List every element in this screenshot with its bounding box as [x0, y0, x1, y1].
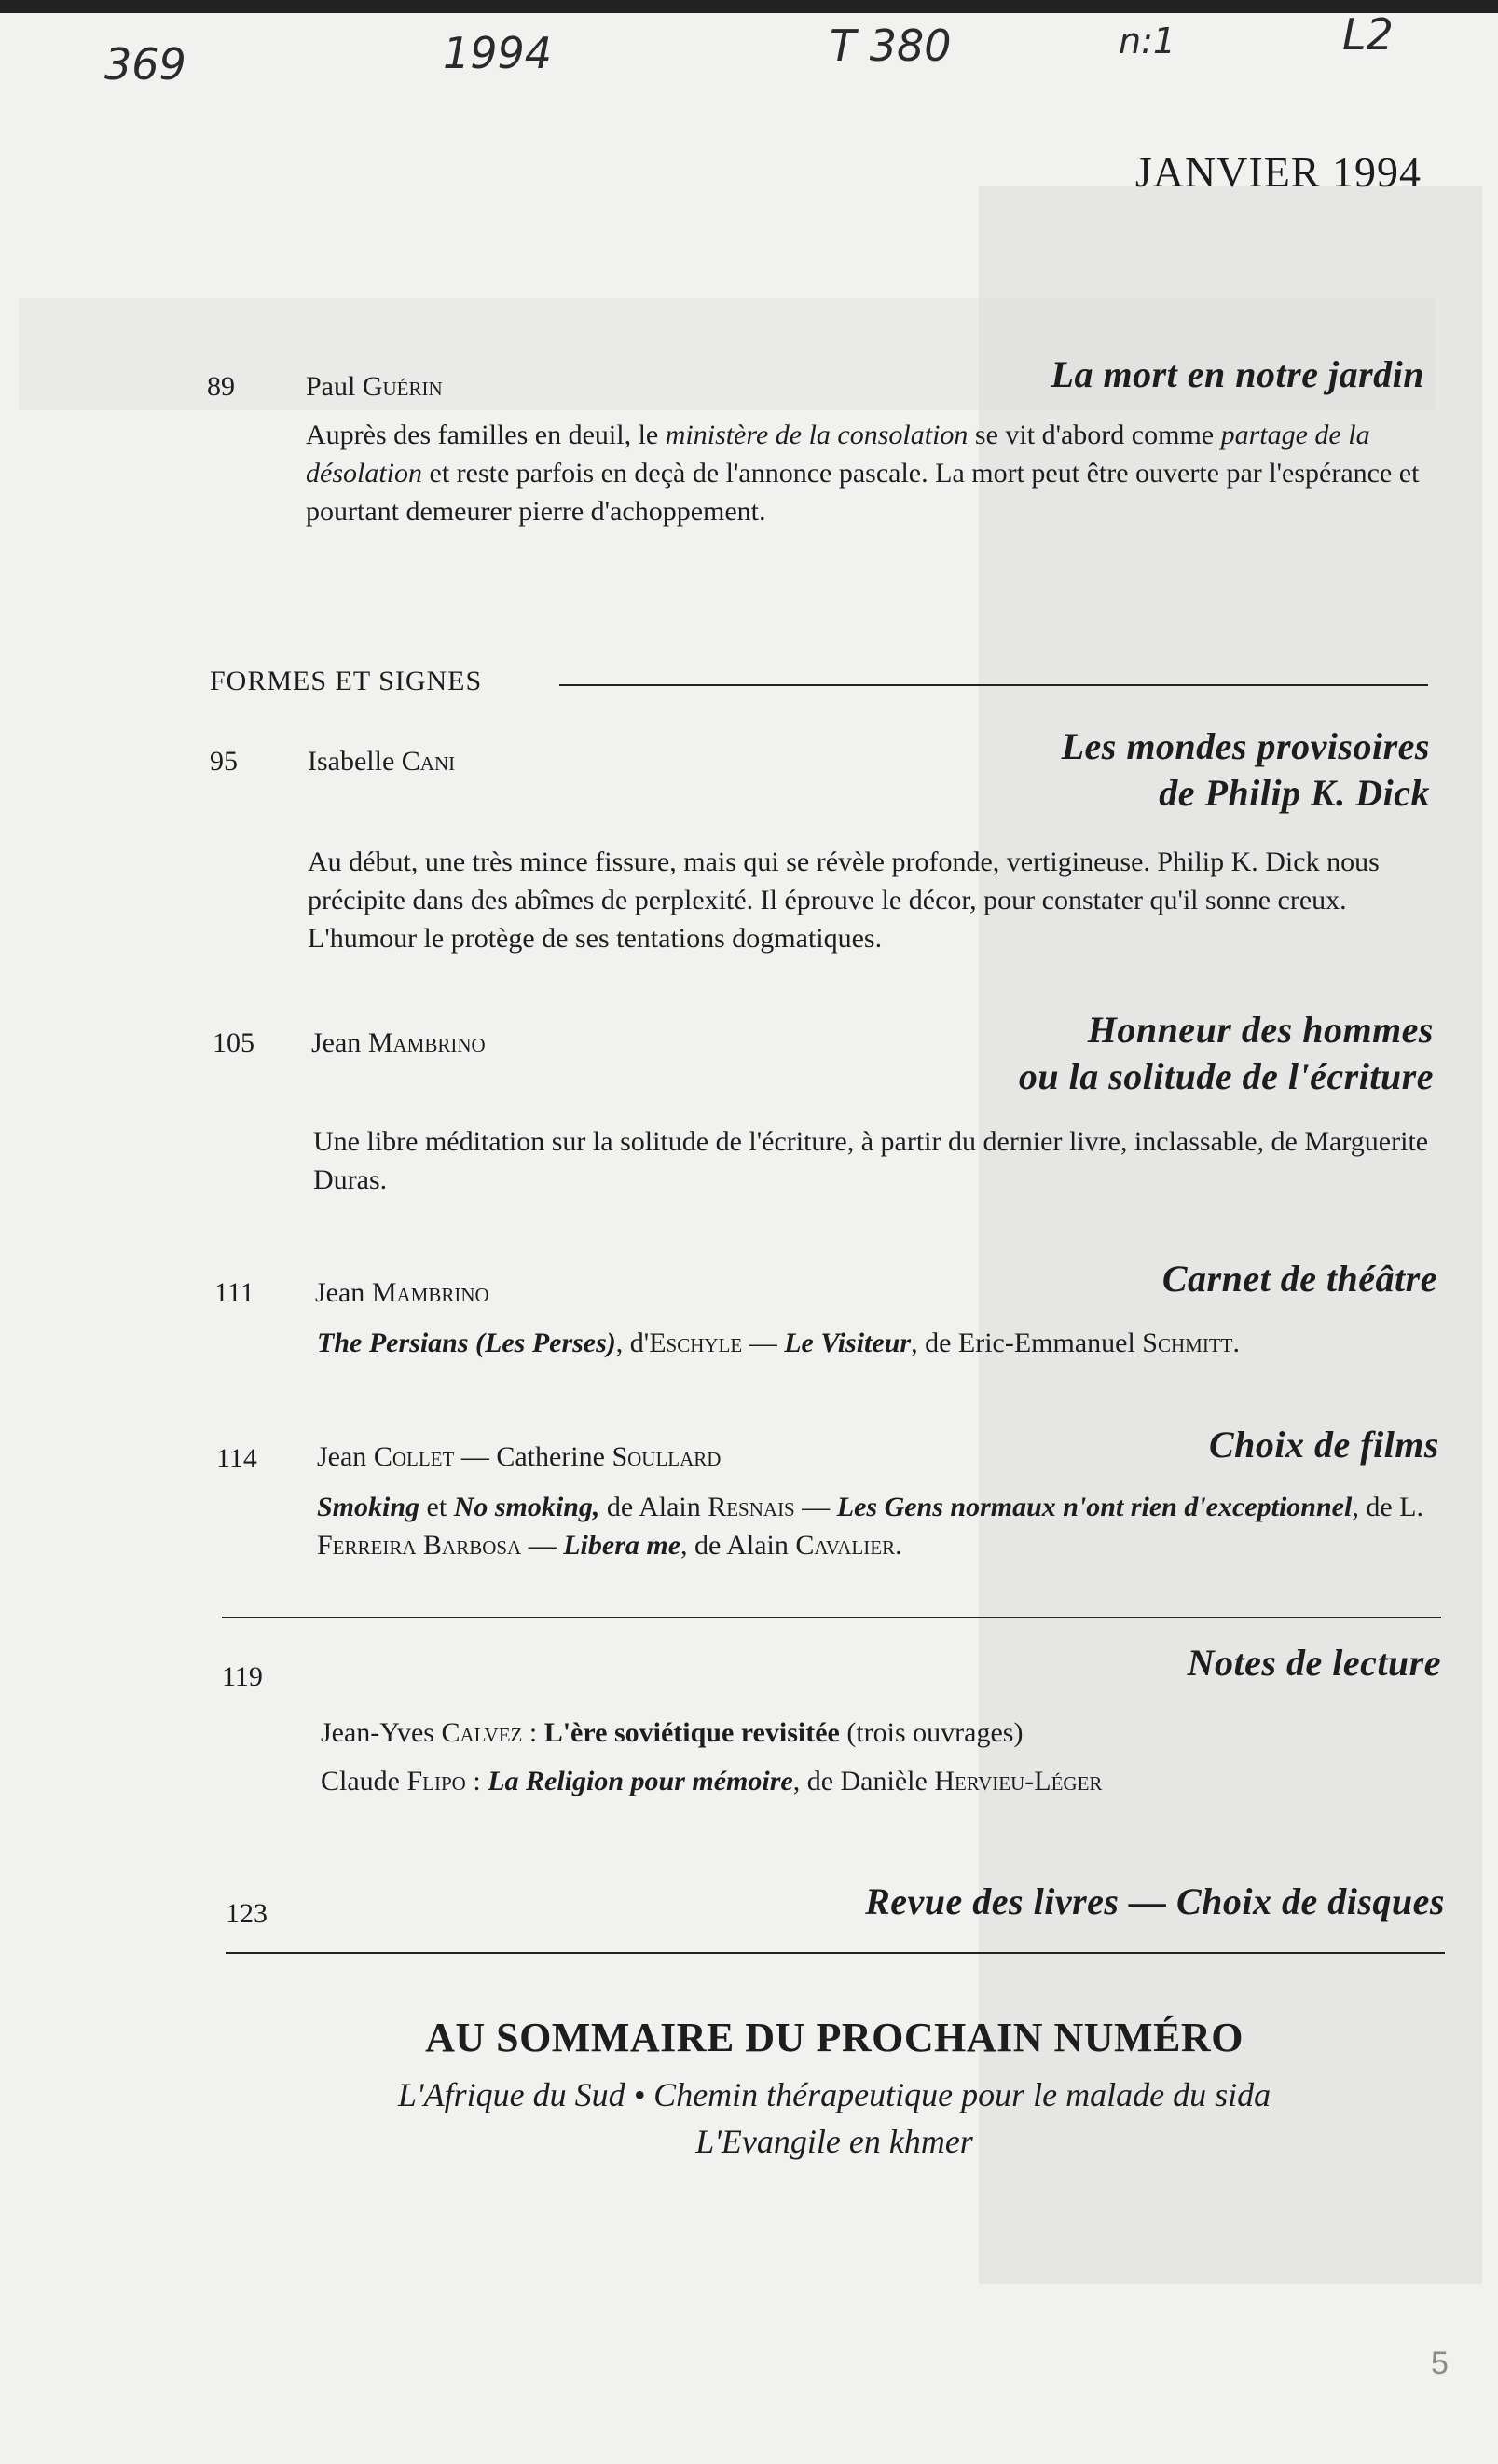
summary-name: Eschyle [649, 1328, 743, 1358]
review-line [321, 1714, 1439, 1752]
page-number-ref: 105 [213, 1027, 254, 1058]
article-author [311, 1027, 486, 1059]
article-author [315, 1277, 489, 1309]
summary-emphasis: No smoking, [453, 1492, 600, 1522]
article-summary [306, 416, 1426, 530]
summary-text: , de Alain [680, 1530, 796, 1561]
author-separator: — [454, 1441, 497, 1472]
article-title [746, 1007, 1434, 1100]
article-summary [317, 1324, 1445, 1362]
summary-text: de Alain [599, 1492, 708, 1522]
author-first-name: Paul [306, 371, 356, 402]
handwritten-note: 369 [104, 39, 186, 89]
summary-emphasis: Le Visiteur [784, 1328, 912, 1358]
article-summary: Une libre méditation sur la solitude de l'écriture, à partir du dernier livre, inclassable, de Marguerite Duras. [313, 1126, 1429, 1195]
next-issue-line: L'Afrique du Sud • Chemin thérapeutique pour le malade du sida [397, 2076, 1271, 2113]
article-summary [317, 1488, 1445, 1564]
author-first-name: Jean [315, 1277, 365, 1308]
article-title: Choix de films [1208, 1424, 1439, 1466]
article-title: Notes de lecture [1187, 1642, 1441, 1684]
article-summary: Au début, une très mince fissure, mais qui se révèle profonde, vertigineuse. Philip K. Dick nous précipite dans des abîmes de perplexité. Il éprouve le décor, pour constater qu'il sonne creux. L'humour le protège de ses tentations dogmatiques. [308, 847, 1380, 954]
summary-name: Hervieu-Léger [934, 1766, 1103, 1796]
title-line: Honneur des hommes [1087, 1009, 1434, 1051]
handwritten-note: L2 [1342, 9, 1394, 60]
summary-text: , de L. [1352, 1492, 1423, 1522]
reviewer-first-name: Jean-Yves [321, 1717, 442, 1748]
page-number-ref: 123 [226, 1898, 268, 1929]
title-line: de Philip K. Dick [1159, 772, 1430, 814]
page-number-ref: 89 [207, 371, 235, 402]
summary-emphasis: The Persians (Les Perses) [317, 1328, 616, 1358]
issue-date: JANVIER 1994 [1134, 148, 1422, 196]
summary-text: se vit d'abord comme [968, 420, 1221, 450]
divider-rule [226, 1952, 1445, 1954]
summary-emphasis: Smoking [317, 1492, 420, 1522]
summary-name: Cavalier [795, 1530, 896, 1561]
author-last-name: Soullard [612, 1441, 722, 1472]
article-title: La mort en notre jardin [1051, 353, 1424, 395]
article-title: Revue des livres — Choix de disques [865, 1880, 1445, 1922]
next-issue-line: L'Evangile en khmer [695, 2123, 973, 2160]
summary-text: — [742, 1328, 785, 1358]
summary-text: et [419, 1492, 454, 1522]
author-last-name: Cani [401, 746, 456, 777]
page-number-ref: 119 [222, 1661, 263, 1692]
summary-text: Auprès des familles en deuil, le [306, 420, 666, 450]
summary-text: : [522, 1717, 544, 1748]
summary-emphasis: Les Gens normaux n'ont rien d'exceptionnel [836, 1492, 1353, 1522]
summary-text: , de Eric-Emmanuel [911, 1328, 1143, 1358]
review-line [321, 1762, 1439, 1800]
author-first-name: Jean [317, 1441, 367, 1472]
reviewer-first-name: Claude [321, 1766, 407, 1796]
reviewer-last-name: Calvez [441, 1717, 523, 1748]
scan-top-edge [0, 0, 1498, 13]
title-line: Les mondes provisoires [1061, 725, 1430, 767]
article-title: Carnet de théâtre [1161, 1258, 1437, 1300]
author-last-name: Guérin [362, 371, 443, 402]
summary-text: et reste parfois en deçà de l'annonce pascale. La mort peut être ouverte par l'espérance et pourtant demeurer pierre d'achoppement. [306, 458, 1420, 527]
title-line: ou la solitude de l'écriture [1018, 1055, 1434, 1097]
reviewer-last-name: Flipo [406, 1766, 466, 1796]
author-first-name: Catherine [496, 1441, 605, 1472]
summary-text: . [1232, 1328, 1240, 1358]
summary-emphasis: ministère de la consolation [665, 420, 969, 450]
summary-emphasis: Libera me [563, 1530, 681, 1561]
author-last-name: Mambrino [367, 1027, 486, 1058]
handwritten-note: 1994 [443, 28, 553, 78]
article-title [746, 723, 1430, 817]
page-number-ref: 111 [214, 1277, 254, 1308]
divider-rule [222, 1617, 1441, 1618]
summary-text: (trois ouvrages) [839, 1717, 1024, 1748]
page-number: 5 [1431, 2346, 1449, 2381]
summary-name: Schmitt [1142, 1328, 1233, 1358]
page-number-ref: 95 [210, 746, 238, 777]
summary-text: : [465, 1766, 488, 1796]
article-author [317, 1441, 721, 1473]
summary-text: — [794, 1492, 837, 1522]
reviewed-title: L'ère soviétique revisitée [543, 1717, 840, 1748]
page-number-ref: 114 [216, 1443, 257, 1474]
summary-text: , de Danièle [792, 1766, 935, 1796]
summary-text: . [895, 1530, 902, 1561]
author-last-name: Collet [373, 1441, 455, 1472]
summary-name: Resnais [708, 1492, 795, 1522]
section-label: FORMES ET SIGNES [210, 666, 483, 696]
summary-text: , d' [615, 1328, 650, 1358]
next-issue-heading: AU SOMMAIRE DU PROCHAIN NUMÉRO [425, 2015, 1244, 2060]
author-first-name: Isabelle [308, 746, 395, 777]
author-last-name: Mambrino [371, 1277, 489, 1308]
summary-name: Ferreira Barbosa [317, 1530, 522, 1561]
author-first-name: Jean [311, 1027, 362, 1058]
summary-text: — [521, 1530, 564, 1561]
handwritten-note: T 380 [830, 21, 952, 71]
article-author [308, 746, 455, 778]
summary-emphasis: partage de la désolation [306, 420, 1370, 489]
article-author [306, 371, 443, 403]
section-rule [559, 684, 1428, 686]
reviewed-title: La Religion pour mémoire [488, 1766, 793, 1796]
handwritten-note: n:1 [1119, 21, 1176, 62]
